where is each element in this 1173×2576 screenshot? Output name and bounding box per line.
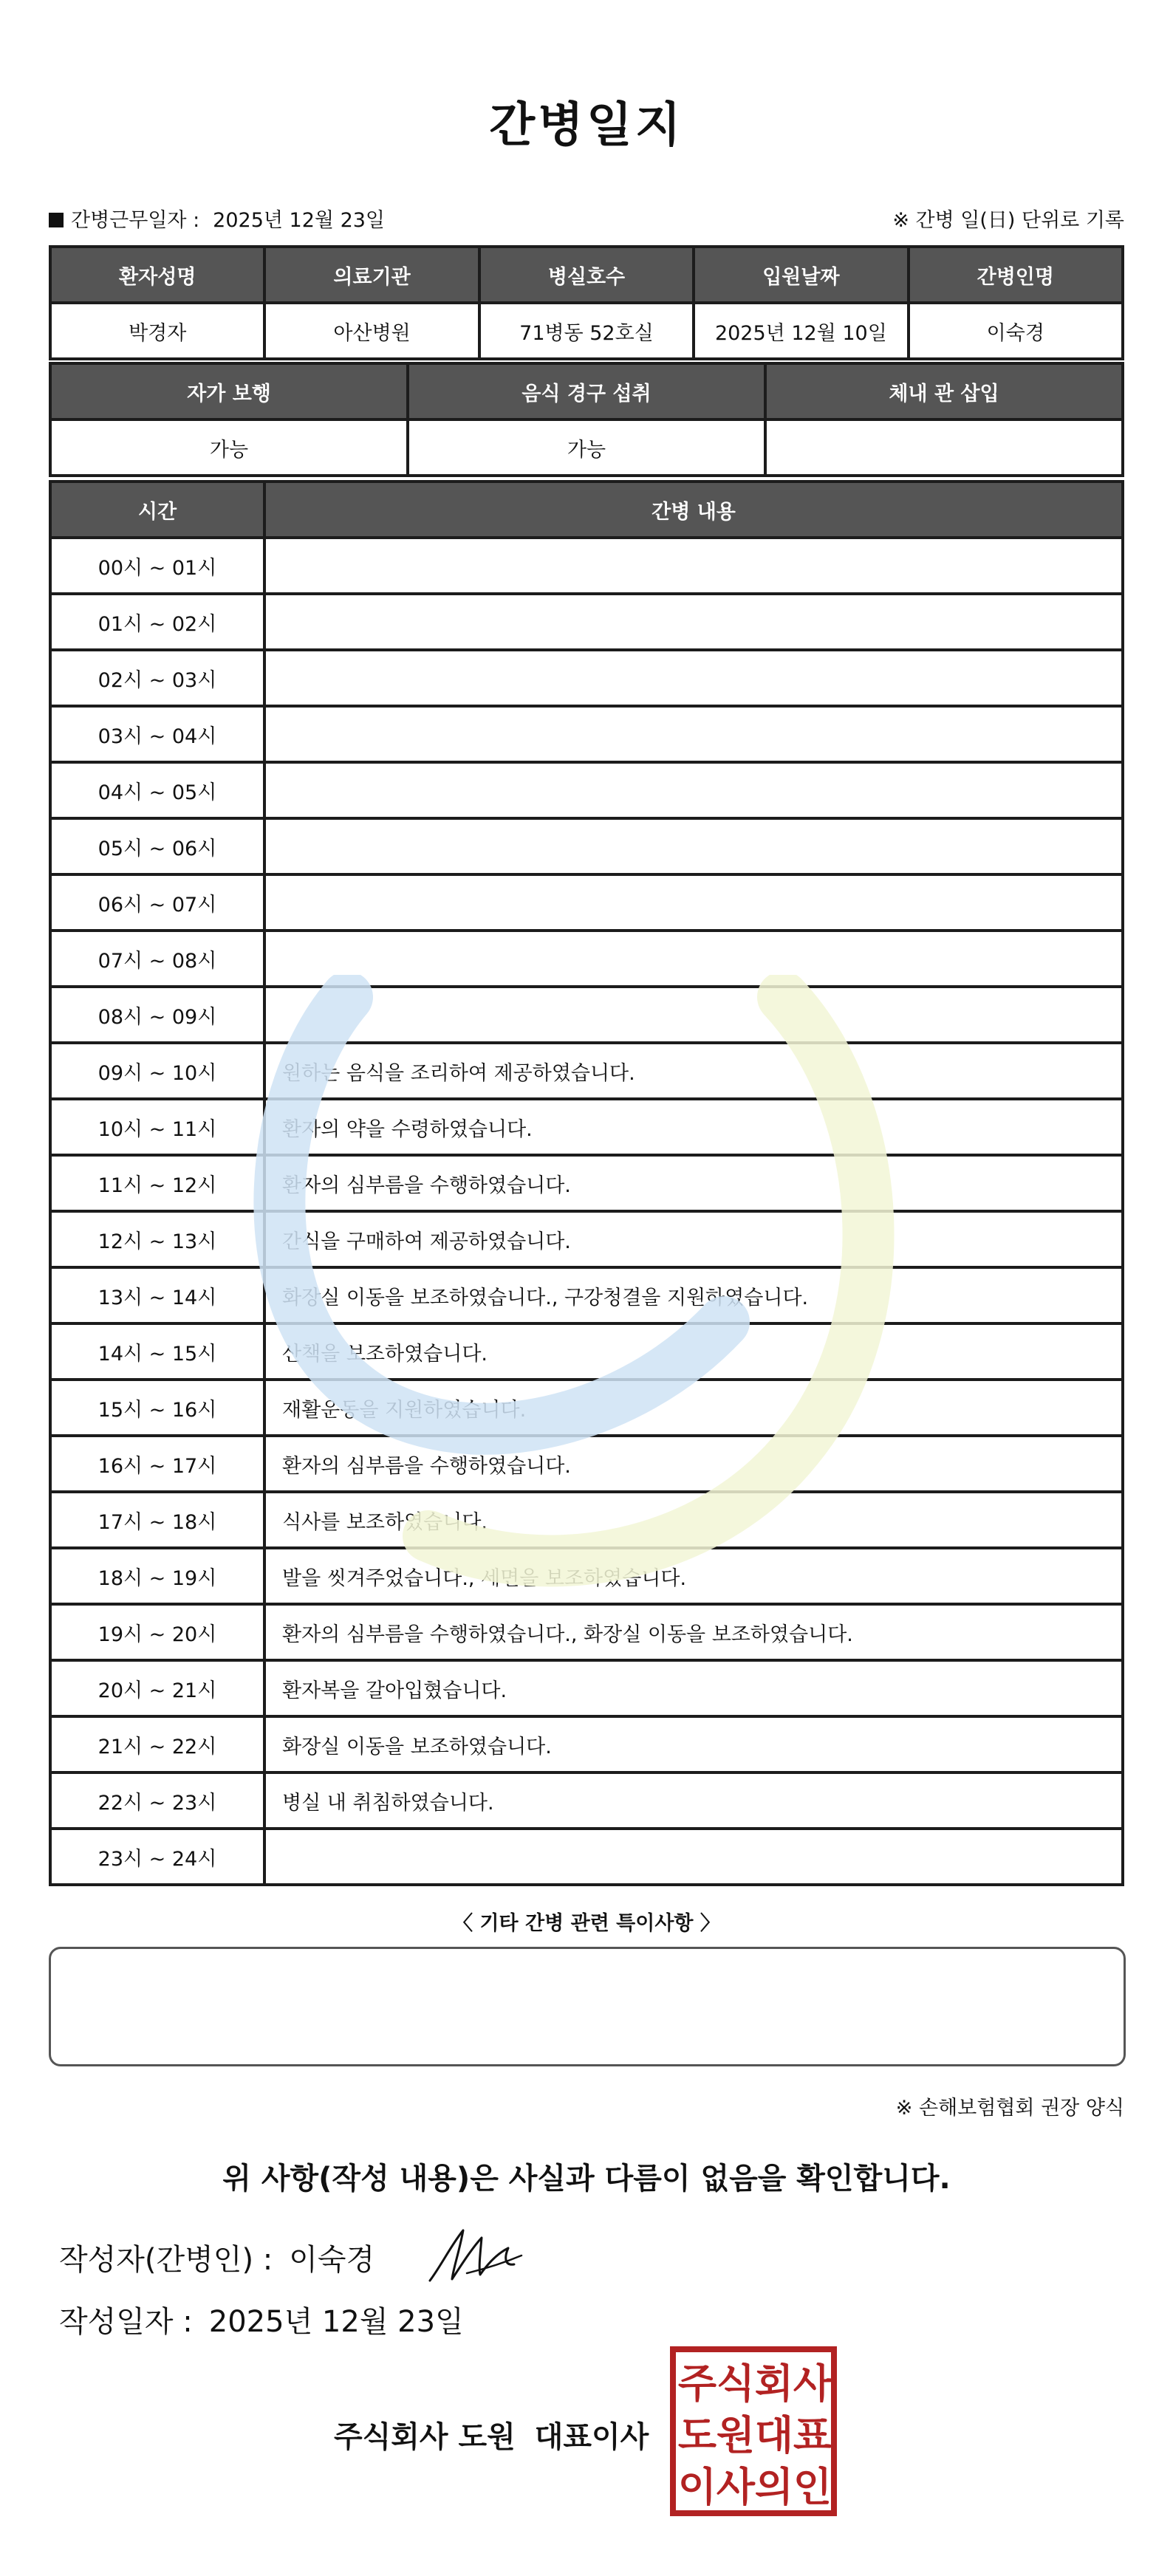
writer-label: 작성자(간병인) : bbox=[59, 2243, 273, 2277]
time-slot: 07시 ~ 08시 bbox=[50, 931, 264, 987]
patient-info-table bbox=[49, 245, 1124, 360]
time-slot: 08시 ~ 09시 bbox=[50, 987, 264, 1043]
writer-line bbox=[59, 2236, 375, 2278]
table-row bbox=[50, 1323, 1123, 1380]
time-slot: 09시 ~ 10시 bbox=[50, 1043, 264, 1099]
time-slot: 18시 ~ 19시 bbox=[50, 1548, 264, 1604]
care-content bbox=[264, 762, 1123, 818]
time-slot: 05시 ~ 06시 bbox=[50, 818, 264, 874]
signature-icon bbox=[423, 2222, 526, 2288]
company-role: 대표이사 bbox=[534, 2420, 649, 2454]
care-content: 화장실 이동을 보조하였습니다., 구강청결을 지원하였습니다. bbox=[264, 1267, 1123, 1323]
care-content bbox=[264, 594, 1123, 650]
seal-character: 인 bbox=[793, 2464, 832, 2510]
company-name: 주식회사 도원 bbox=[334, 2420, 516, 2454]
table-row bbox=[50, 931, 1123, 987]
care-content bbox=[264, 538, 1123, 594]
remarks-title: 〈 기타 간병 관련 특이사항 〉 bbox=[453, 1912, 720, 1935]
care-content: 산책을 보조하였습니다. bbox=[264, 1323, 1123, 1380]
seal-character: 회 bbox=[754, 2360, 794, 2407]
time-slot: 04시 ~ 05시 bbox=[50, 762, 264, 818]
seal-character: 도 bbox=[677, 2412, 717, 2459]
table-row bbox=[50, 818, 1123, 874]
table-row bbox=[50, 706, 1123, 762]
time-slot: 19시 ~ 20시 bbox=[50, 1604, 264, 1660]
care-content bbox=[264, 1829, 1123, 1885]
written-date-line bbox=[59, 2298, 464, 2340]
table-row bbox=[50, 987, 1123, 1043]
table-row bbox=[50, 650, 1123, 706]
table-row bbox=[50, 1155, 1123, 1211]
seal-character: 원 bbox=[716, 2412, 756, 2459]
time-slot: 12시 ~ 13시 bbox=[50, 1211, 264, 1267]
table-row bbox=[50, 1380, 1123, 1436]
header-room: 병실호수 bbox=[479, 247, 694, 303]
table-row bbox=[50, 594, 1123, 650]
care-content: 환자의 심부름을 수행하였습니다. bbox=[264, 1155, 1123, 1211]
table-row bbox=[50, 1660, 1123, 1716]
care-content bbox=[264, 706, 1123, 762]
admission-date: 2025년 12월 10일 bbox=[694, 303, 908, 359]
care-content: 환자의 심부름을 수행하였습니다., 화장실 이동을 보조하였습니다. bbox=[264, 1604, 1123, 1660]
work-date-value: 2025년 12월 23일 bbox=[213, 209, 386, 232]
time-slot: 16시 ~ 17시 bbox=[50, 1436, 264, 1492]
care-content: 환자복을 갈아입혔습니다. bbox=[264, 1660, 1123, 1716]
written-date-label: 작성일자 : bbox=[59, 2305, 193, 2339]
caregiver-name: 이숙경 bbox=[909, 303, 1123, 359]
care-content: 재활운동을 지원하였습니다. bbox=[264, 1380, 1123, 1436]
time-slot: 14시 ~ 15시 bbox=[50, 1323, 264, 1380]
care-content: 환자의 약을 수령하였습니다. bbox=[264, 1099, 1123, 1155]
written-date-value: 2025년 12월 23일 bbox=[208, 2305, 464, 2339]
seal-character: 식 bbox=[716, 2360, 756, 2407]
seal-character: 사 bbox=[793, 2360, 832, 2407]
table-row bbox=[50, 1099, 1123, 1155]
time-slot: 23시 ~ 24시 bbox=[50, 1829, 264, 1885]
care-content bbox=[264, 650, 1123, 706]
table-row bbox=[50, 538, 1123, 594]
seal-character: 이 bbox=[677, 2464, 717, 2510]
room-number: 71병동 52호실 bbox=[479, 303, 694, 359]
confirmation-statement: 위 사항(작성 내용)은 사실과 다름이 없음을 확인합니다. bbox=[222, 2162, 951, 2196]
time-slot: 10시 ~ 11시 bbox=[50, 1099, 264, 1155]
remarks-box bbox=[49, 1947, 1126, 2066]
seal-character: 대 bbox=[754, 2412, 794, 2459]
time-slot: 17시 ~ 18시 bbox=[50, 1492, 264, 1548]
seal-character: 사 bbox=[716, 2464, 756, 2510]
care-content bbox=[264, 931, 1123, 987]
work-date-label: 간병근무일자 : bbox=[71, 209, 200, 232]
table-row bbox=[50, 1548, 1123, 1604]
table-row bbox=[50, 1211, 1123, 1267]
patient-name: 박경자 bbox=[50, 303, 264, 359]
table-row bbox=[50, 1436, 1123, 1492]
care-content bbox=[264, 818, 1123, 874]
patient-status-table bbox=[49, 362, 1124, 477]
care-content: 병실 내 취침하였습니다. bbox=[264, 1772, 1123, 1829]
recommend-note: ※ 손해보험협회 권장 양식 bbox=[895, 2097, 1124, 2120]
writer-name: 이숙경 bbox=[289, 2243, 375, 2277]
square-bullet-icon bbox=[49, 213, 64, 227]
care-content: 식사를 보조하였습니다. bbox=[264, 1492, 1123, 1548]
time-slot: 20시 ~ 21시 bbox=[50, 1660, 264, 1716]
table-row bbox=[50, 1772, 1123, 1829]
seal-character: 주 bbox=[677, 2360, 717, 2407]
care-content: 원하는 음식을 조리하여 제공하였습니다. bbox=[264, 1043, 1123, 1099]
header-care-content: 간병 내용 bbox=[264, 482, 1123, 538]
company-line bbox=[334, 2414, 649, 2456]
time-slot: 02시 ~ 03시 bbox=[50, 650, 264, 706]
table-row bbox=[50, 874, 1123, 931]
self-walking-value: 가능 bbox=[50, 419, 408, 476]
care-content: 발을 씻겨주었습니다., 세면을 보조하였습니다. bbox=[264, 1548, 1123, 1604]
document-title: 간병일지 bbox=[489, 98, 684, 153]
table-row bbox=[50, 1492, 1123, 1548]
care-content: 환자의 심부름을 수행하였습니다. bbox=[264, 1436, 1123, 1492]
company-seal-icon bbox=[669, 2346, 838, 2517]
header-self-walking: 자가 보행 bbox=[50, 363, 408, 419]
care-content bbox=[264, 987, 1123, 1043]
care-log-table bbox=[49, 480, 1124, 1886]
time-slot: 11시 ~ 12시 bbox=[50, 1155, 264, 1211]
header-admission-date: 입원날짜 bbox=[694, 247, 908, 303]
care-content bbox=[264, 874, 1123, 931]
time-slot: 15시 ~ 16시 bbox=[50, 1380, 264, 1436]
table-row bbox=[50, 1604, 1123, 1660]
header-tube-insertion: 체내 관 삽입 bbox=[765, 363, 1123, 419]
care-content: 화장실 이동을 보조하였습니다. bbox=[264, 1716, 1123, 1772]
table-row bbox=[50, 1267, 1123, 1323]
table-row bbox=[50, 1829, 1123, 1885]
seal-character: 의 bbox=[754, 2464, 794, 2510]
header-caregiver-name: 간병인명 bbox=[909, 247, 1123, 303]
hospital-name: 아산병원 bbox=[264, 303, 479, 359]
table-row bbox=[50, 1716, 1123, 1772]
oral-intake-value: 가능 bbox=[408, 419, 765, 476]
time-slot: 21시 ~ 22시 bbox=[50, 1716, 264, 1772]
time-slot: 22시 ~ 23시 bbox=[50, 1772, 264, 1829]
unit-note: ※ 간병 일(日) 단위로 기록 bbox=[892, 209, 1124, 232]
header-time: 시간 bbox=[50, 482, 264, 538]
header-hospital: 의료기관 bbox=[264, 247, 479, 303]
header-patient-name: 환자성명 bbox=[50, 247, 264, 303]
time-slot: 03시 ~ 04시 bbox=[50, 706, 264, 762]
table-row bbox=[50, 762, 1123, 818]
table-row bbox=[50, 1043, 1123, 1099]
time-slot: 06시 ~ 07시 bbox=[50, 874, 264, 931]
seal-character: 표 bbox=[793, 2412, 832, 2459]
tube-insertion-value bbox=[765, 419, 1123, 476]
care-content: 간식을 구매하여 제공하였습니다. bbox=[264, 1211, 1123, 1267]
work-date-line bbox=[49, 204, 385, 233]
header-oral-intake: 음식 경구 섭취 bbox=[408, 363, 765, 419]
time-slot: 00시 ~ 01시 bbox=[50, 538, 264, 594]
time-slot: 13시 ~ 14시 bbox=[50, 1267, 264, 1323]
time-slot: 01시 ~ 02시 bbox=[50, 594, 264, 650]
